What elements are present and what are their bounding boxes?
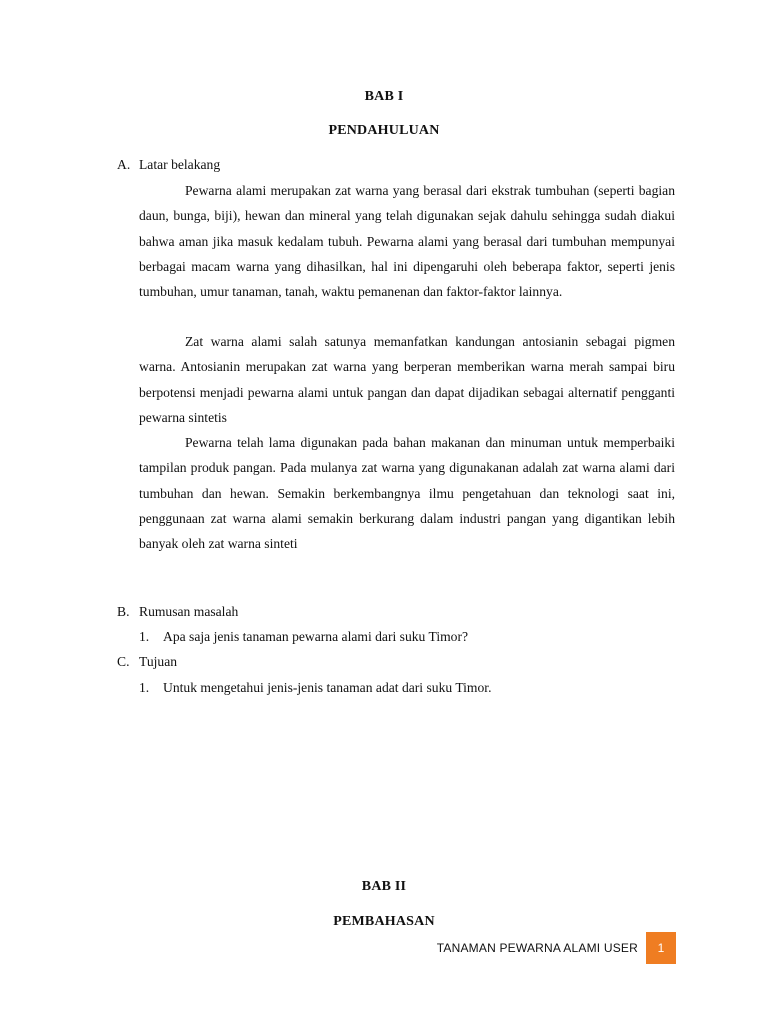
section-c-letter: C. (117, 654, 130, 669)
list-item (139, 629, 679, 645)
chapter-2-title: PEMBAHASAN (333, 914, 435, 929)
paragraph-2 (139, 329, 675, 430)
section-a-label: Latar belakang (139, 157, 221, 172)
section-c-label: Tujuan (139, 654, 178, 669)
chapter-2-number: BAB II (361, 879, 407, 894)
paragraph-3-text: Pewarna telah lama digunakan pada bahan makanan dan minuman untuk memperbaiki tampilan produk pangan. Pada mulanya zat warna yang digunakanan adalah zat warna alami dari tumbuhan dan hewan. Semakin berkembangnya ilmu pengetahuan dan teknologi saat ini, penggunaan zat warna alami semakin berkurang dalam industri pangan yang digantikan lebih banyak oleh zat warna sinteti (139, 435, 675, 552)
footer-title: TANAMAN PEWARNA ALAMI USER (436, 941, 638, 955)
section-b-heading (117, 604, 677, 620)
paragraph-1 (139, 178, 675, 304)
list-item-text: Apa saja jenis tanaman pewarna alami dari suku Timor? (163, 629, 469, 644)
paragraph-3 (139, 430, 675, 556)
paragraph-2-text: Zat warna alami salah satunya memanfatkan kandungan antosianin sebagai pigmen warna. Antosianin merupakan zat warna yang berperan memberikan warna merah sampai biru berpotensi menjadi pewarna alami untuk pangan dan dapat dijadikan sebagai alternatif pengganti pewarna sintetis (139, 334, 675, 425)
section-c-heading (117, 654, 677, 670)
list-item (139, 680, 679, 696)
paragraph-1-text: Pewarna alami merupakan zat warna yang berasal dari ekstrak tumbuhan (seperti bagian daun, bunga, biji), hewan dan mineral yang telah digunakan sejak dahulu sehingga sudah diakui bahwa aman jika masuk kedalam tubuh. Pewarna alami yang berasal dari tumbuhan mempunyai berbagai macam warna yang dihasilkan, hal ini dipengaruhi oleh beberapa faktor, seperti jenis tumbuhan, umur tanaman, tanah, waktu pemanenan dan faktor-faktor lainnya. (139, 183, 675, 300)
section-a-heading (117, 157, 677, 173)
list-item-text: Untuk mengetahui jenis-jenis tanaman adat dari suku Timor. (163, 680, 492, 695)
chapter-1-title: PENDAHULUAN (328, 123, 440, 138)
chapter-1-number: BAB I (364, 89, 404, 104)
list-item-number: 1. (139, 680, 150, 695)
section-b-label: Rumusan masalah (139, 604, 239, 619)
page-number-badge: 1 (646, 932, 676, 964)
section-b-letter: B. (117, 604, 130, 619)
section-a-letter: A. (117, 157, 131, 172)
list-item-number: 1. (139, 629, 150, 644)
